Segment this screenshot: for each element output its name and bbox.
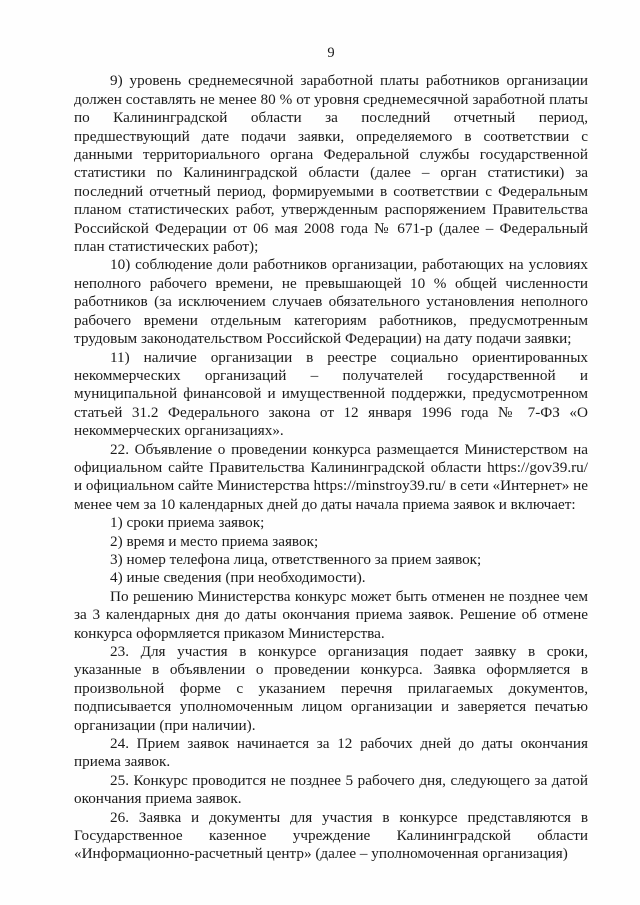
paragraph-cancel: По решению Министерства конкурс может быть отменен не позднее чем за 3 календарных дня до даты окончания приема заявок. Решение об отмене конкурса оформляется приказом Министерства. [74,587,588,642]
paragraph-item-11: 11) наличие организации в реестре социально ориентированных некоммерческих организаций – получателей государственной и муниципальной финансовой и имущественной поддержки, предусмотренном статьей 31.2 Федерального закона от 12 января 1996 года № 7-ФЗ «О некоммерческих организациях». [74,348,588,440]
paragraph-23: 23. Для участия в конкурсе организация подает заявку в сроки, указанные в объявлении о проведении конкурса. Заявка оформляется в произвольной форме с указанием перечня прилагаемых документов, подписывается уполномоченным лицом организации и заверяется печатью организации (при наличии). [74,643,588,734]
paragraph-item-10: 10) соблюдение доли работников организации, работающих на условиях неполного рабочего времени, не превышающей 10 % общей численности работников (за исключением случаев обязательного установления неполного рабочего времени отдельным категориям работников, предусмотренным трудовым законодательством Российской Федерации) на дату подачи заявки; [74,256,588,348]
paragraph-26: 26. Заявка и документы для участия в конкурсе представляются в Государственное казенное учреждение Калининградской области «Информационно-расчетный центр» (далее – уполномоченная организация) [74,808,588,863]
paragraph-24: 24. Прием заявок начинается за 12 рабочих дней до даты окончания приема заявок. [74,735,588,771]
page-number: 9 [327,45,335,61]
paragraph-22: 22. Объявление о проведении конкурса размещается Министерством на официальном сайте Правительства Калининградской области https://gov39.ru/ и официальном сайте Министерства https://minstroy39.ru/ в сети «Интернет» не менее чем за 10 календарных дней до даты начала приема заявок и включает: [74,440,588,513]
list-item-2: 2) время и место приема заявок; [110,532,319,550]
list-item-1: 1) сроки приема заявок; [110,514,265,532]
list-item-4: 4) иные сведения (при необходимости). [110,569,366,587]
paragraph-item-9: 9) уровень среднемесячной заработной платы работников организации должен составлять не менее 80 % от уровня среднемесячной заработной платы по Калининградской области за последний отчетный период, предшествующий дате подачи заявки, определяемого в соответствии с данными территориального органа Федеральной службы государственной статистики по Калининградской области (далее – орган статистики) за последний отчетный период, формируемыми в соответствии с Федеральным планом статистических работ, утвержденным распоряжением Правительства Российской Федерации от 06 мая 2008 года № 671-р (далее – Федеральный план статистических работ); [74,72,588,256]
list-item-3: 3) номер телефона лица, ответственного за прием заявок; [110,550,482,568]
paragraph-25: 25. Конкурс проводится не позднее 5 рабочего дня, следующего за датой окончания приема заявок. [74,771,588,808]
